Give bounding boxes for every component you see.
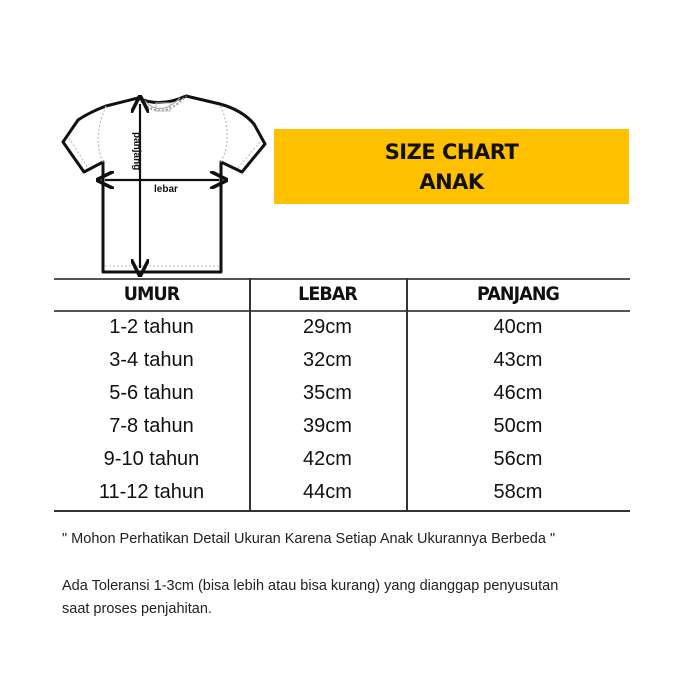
table-bottom-rule <box>54 510 630 512</box>
width-label: lebar <box>154 184 178 195</box>
table-row <box>54 410 630 443</box>
cell-width: 39cm <box>303 415 352 437</box>
cell-age: 1-2 tahun <box>109 316 194 338</box>
cell-length: 58cm <box>493 481 543 503</box>
cell-age: 9-10 tahun <box>103 448 200 470</box>
header-panjang: PANJANG <box>477 283 559 305</box>
table-row <box>54 443 630 476</box>
tshirt-icon <box>60 92 285 277</box>
header-umur: UMUR <box>123 283 180 305</box>
cell-length: 50cm <box>493 415 543 437</box>
tolerance-note-line1: Ada Toleransi 1-3cm (bisa lebih atau bisa kurang) yang dianggap penyusutan <box>62 578 559 594</box>
cell-width: 35cm <box>303 382 352 404</box>
cell-length: 46cm <box>493 382 543 404</box>
cell-width: 44cm <box>303 481 352 503</box>
cell-age: 3-4 tahun <box>109 349 194 371</box>
tolerance-note-line2: saat proses penjahitan. <box>62 601 212 617</box>
cell-length: 40cm <box>493 316 543 338</box>
table-row <box>54 476 630 509</box>
cell-width: 42cm <box>303 448 352 470</box>
tshirt-diagram <box>60 92 285 277</box>
cell-length: 43cm <box>493 349 543 371</box>
length-label: panjang <box>131 132 142 171</box>
cell-width: 29cm <box>303 316 352 338</box>
header-lebar: LEBAR <box>298 283 357 305</box>
cell-age: 7-8 tahun <box>109 415 194 437</box>
table-row <box>54 311 630 344</box>
cell-age: 11-12 tahun <box>98 481 205 503</box>
table-row <box>54 377 630 410</box>
banner-subtitle: ANAK <box>419 169 484 194</box>
cell-length: 56cm <box>493 448 543 470</box>
cell-width: 32cm <box>303 349 352 371</box>
cell-age: 5-6 tahun <box>109 382 194 404</box>
banner-title: SIZE CHART <box>384 139 519 164</box>
notice-quote: " Mohon Perhatikan Detail Ukuran Karena Setiap Anak Ukurannya Berbeda " <box>62 531 556 547</box>
table-row <box>54 344 630 377</box>
size-chart-banner <box>274 129 629 204</box>
